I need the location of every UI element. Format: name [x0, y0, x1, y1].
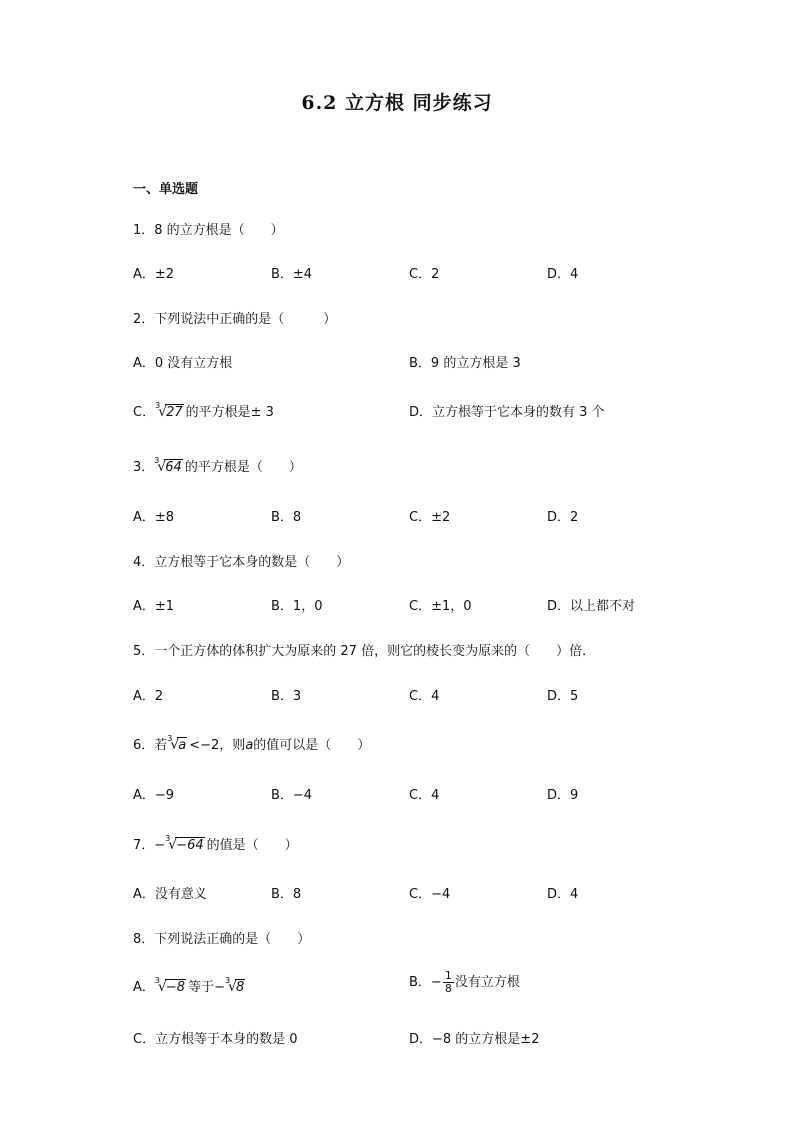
inequality-text: <−2，则	[189, 738, 246, 753]
option-text: 的平方根是± 3	[185, 405, 274, 420]
fraction-denominator: 8	[444, 982, 452, 995]
question-6-options	[133, 784, 693, 804]
option-b[interactable]	[409, 970, 520, 995]
question-5-options	[133, 685, 693, 705]
option-b[interactable]: B．8	[271, 510, 302, 525]
option-b[interactable]: B．9 的立方根是 3	[409, 356, 521, 371]
section-heading: 一、单选题	[133, 182, 199, 197]
question-2-options-row2	[133, 401, 693, 421]
option-d[interactable]: D．以上都不对	[547, 599, 636, 614]
option-a[interactable]: A．0 没有立方根	[133, 356, 233, 371]
question-8-options-row1	[133, 969, 693, 996]
radicand: 8	[235, 980, 245, 995]
radicand: 27	[166, 405, 183, 420]
root-index: 3	[224, 976, 231, 985]
radical-sign-icon: √	[170, 737, 180, 753]
question-2: 2．下列说法中正确的是（ ）	[133, 312, 337, 327]
option-b[interactable]: B．1，0	[271, 599, 323, 614]
option-c[interactable]: C．−4	[409, 887, 451, 902]
option-c[interactable]: C．立方根等于本身的数是 0	[133, 1032, 298, 1047]
question-4: 4．立方根等于它本身的数是（ ）	[133, 555, 350, 570]
question-7	[133, 834, 298, 853]
option-d[interactable]: D．5	[547, 689, 579, 704]
option-label: A．	[133, 980, 155, 995]
option-c[interactable]: C．4	[409, 689, 440, 704]
page-title: 6.2 立方根 同步练习	[301, 92, 493, 114]
option-b[interactable]: B．3	[271, 689, 302, 704]
option-c[interactable]: C．±1，0	[409, 599, 472, 614]
option-label: C．	[133, 405, 156, 420]
question-text: 的值是（ ）	[206, 838, 298, 853]
variable: a	[245, 738, 254, 753]
option-c[interactable]	[133, 401, 274, 420]
question-6	[133, 734, 370, 753]
option-b[interactable]: B．±4	[271, 267, 313, 282]
option-label: B．−	[409, 975, 442, 990]
question-text: 的值可以是（ ）	[253, 738, 371, 753]
question-8: 8．下列说法正确的是（ ）	[133, 932, 311, 947]
radical-sign-icon: √	[157, 979, 167, 995]
question-number: 3．	[133, 460, 155, 475]
root-index: 3	[167, 734, 173, 743]
option-d[interactable]: D．9	[547, 788, 579, 803]
question-number: 7．−	[133, 838, 166, 853]
cube-root-expression	[154, 976, 186, 995]
root-index: 3	[165, 834, 171, 843]
radicand: −64	[176, 838, 204, 853]
question-4-options	[133, 595, 693, 615]
option-a[interactable]: A．−9	[133, 788, 175, 803]
option-b[interactable]: B．−4	[271, 788, 313, 803]
root-index: 3	[154, 976, 160, 985]
radical-sign-icon: √	[227, 979, 237, 995]
question-5: 5．一个正方体的体积扩大为原来的 27 倍，则它的棱长变为原来的（ ）倍．	[133, 644, 596, 659]
option-d[interactable]: D．2	[547, 510, 579, 525]
option-a[interactable]: A．没有意义	[133, 887, 207, 902]
radical-sign-icon: √	[158, 404, 167, 420]
fraction	[443, 970, 454, 995]
option-text: 没有立方根	[454, 975, 520, 990]
cube-root-expression	[155, 401, 184, 420]
cube-root-expression	[154, 456, 183, 475]
option-d[interactable]: D．立方根等于它本身的数有 3 个	[409, 405, 605, 420]
radicand: a	[178, 738, 187, 753]
question-8-options-row2	[133, 1028, 693, 1048]
root-index: 3	[154, 456, 160, 465]
option-c[interactable]: C．±2	[409, 510, 451, 525]
question-7-options	[133, 883, 693, 903]
question-1-options	[133, 263, 693, 283]
radicand: 64	[165, 460, 182, 475]
option-a[interactable]	[133, 976, 247, 995]
radicand: −8	[165, 980, 186, 995]
question-3	[133, 456, 302, 475]
question-text: 的平方根是（ ）	[184, 460, 302, 475]
option-a[interactable]: A．±8	[133, 510, 175, 525]
radical-sign-icon: √	[168, 837, 178, 853]
option-c[interactable]: C．4	[409, 788, 440, 803]
cube-root-expression	[165, 834, 204, 853]
option-b[interactable]: B．8	[271, 887, 302, 902]
question-1: 1．8 的立方根是（ ）	[133, 223, 284, 238]
option-a[interactable]: A．2	[133, 689, 164, 704]
question-number: 6．若	[133, 738, 168, 753]
option-d[interactable]: D．−8 的立方根是±2	[409, 1032, 540, 1047]
cube-root-expression	[167, 734, 187, 753]
fraction-numerator: 1	[444, 969, 452, 982]
question-3-options	[133, 506, 693, 526]
option-text: 等于−	[188, 980, 225, 995]
option-d[interactable]: D．4	[547, 887, 579, 902]
option-a[interactable]: A．±2	[133, 267, 175, 282]
option-a[interactable]: A．±1	[133, 599, 175, 614]
cube-root-expression	[224, 976, 245, 995]
root-index: 3	[155, 401, 161, 410]
option-c[interactable]: C．2	[409, 267, 440, 282]
question-2-options-row1	[133, 352, 693, 372]
option-d[interactable]: D．4	[547, 267, 579, 282]
radical-sign-icon: √	[157, 459, 167, 475]
